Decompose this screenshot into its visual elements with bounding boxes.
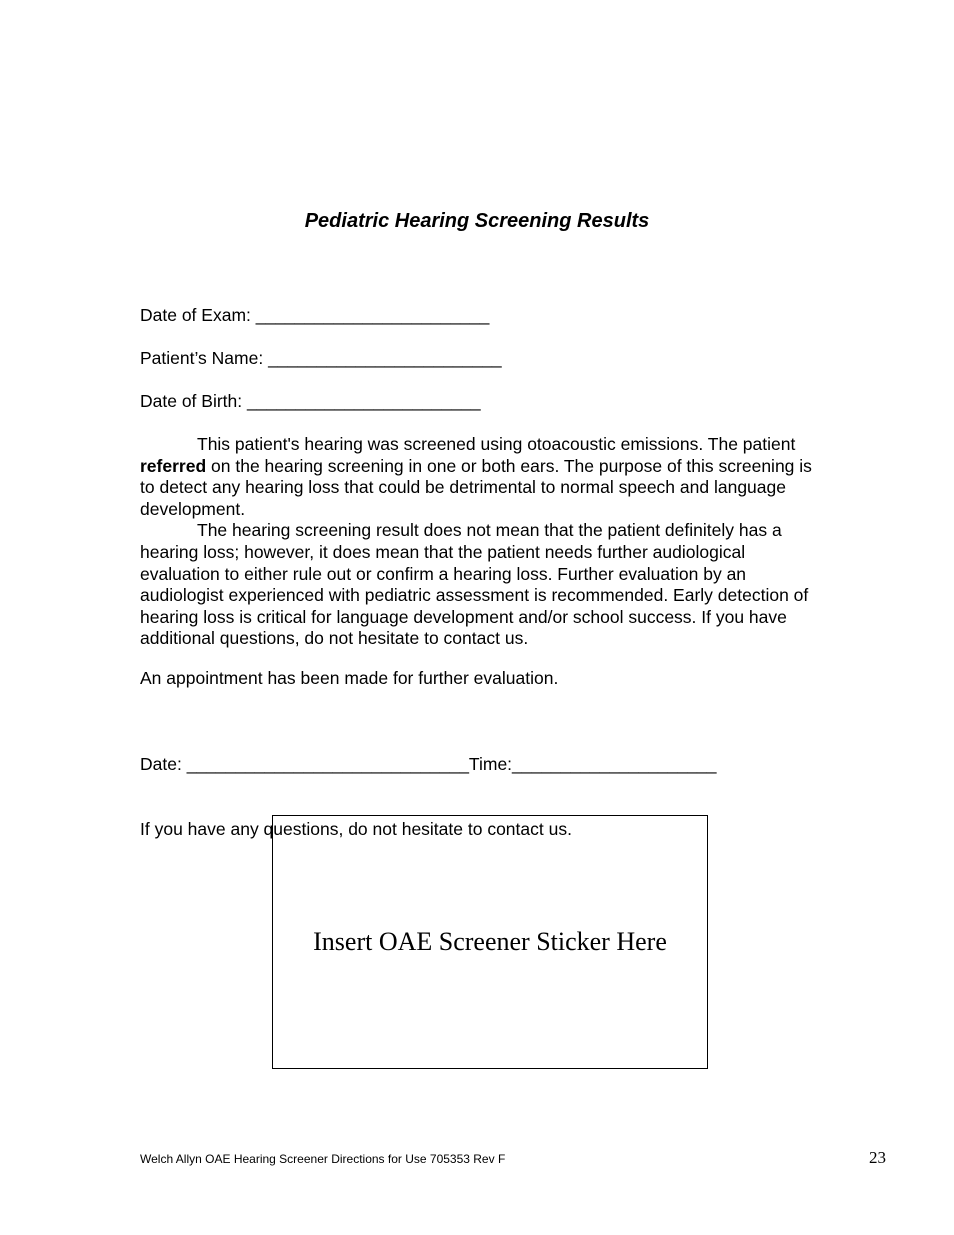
paragraph-screening <box>140 434 820 520</box>
sticker-label: Insert OAE Screener Sticker Here <box>313 927 667 956</box>
paragraph-result: The hearing screening result does not mean that the patient definitely has a hearing loss; however, it does mean that the patient needs further audiological evaluation to either rule out or confirm a hearing loss. Further evaluation by an audiologist experienced with pediatric assessment is recommended. Early detection of hearing loss is critical for language development and/or school success. If you have additional questions, do not hesitate to contact us. <box>140 520 809 649</box>
referred-bold-text: referred <box>140 455 207 476</box>
paragraph-screening-end: on the hearing screening in one or both ears. The purpose of this screening is to detect any hearing loss that could be detrimental to normal speech and language development. <box>140 455 812 519</box>
appointment-text: An appointment has been made for further evaluation. <box>140 668 559 688</box>
contact-text: If you have any questions, do not hesitate to contact us. <box>140 818 572 839</box>
footer-text: Welch Allyn OAE Hearing Screener Directions for Use 705353 Rev F <box>140 1152 506 1166</box>
date-time-field: Date: _____________________________Time:_____________________ <box>140 754 717 775</box>
sticker-box <box>272 815 708 1069</box>
date-of-exam-field: Date of Exam: ________________________ <box>140 305 490 325</box>
body-text <box>140 434 820 650</box>
page-number: 23 <box>869 1148 886 1167</box>
paragraph-screening-start: This patient's hearing was screened using otoacoustic emissions. The patient <box>197 434 796 454</box>
document-title: Pediatric Hearing Screening Results <box>304 210 650 232</box>
date-of-birth-field: Date of Birth: ________________________ <box>140 391 481 411</box>
patient-name-field: Patient’s Name: ________________________ <box>140 348 502 368</box>
